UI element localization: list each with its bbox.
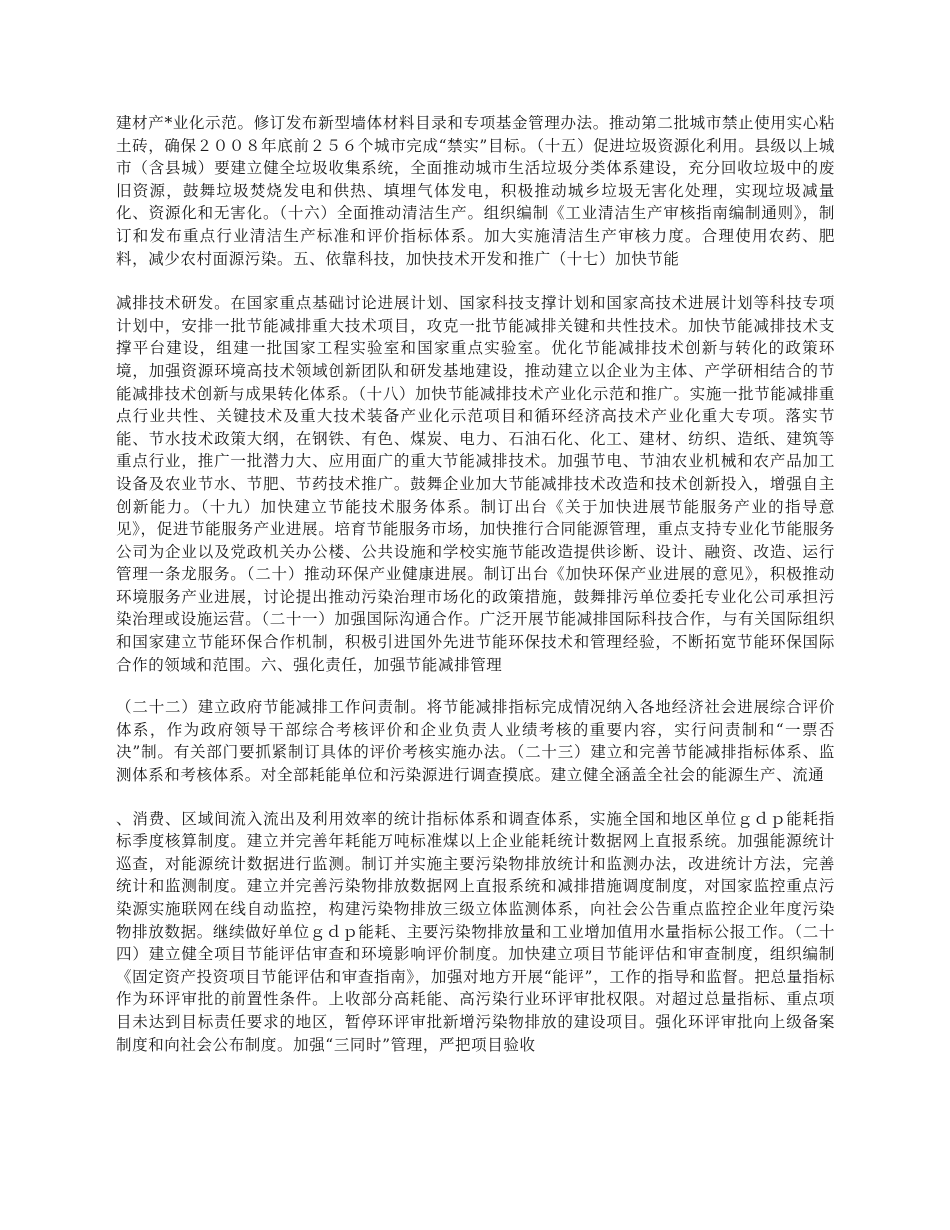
paragraph-2: 减排技术研发。在国家重点基础讨论进展计划、国家科技支撑计划和国家高技术进展计划等科技专项计划中，安排一批节能减排重大技术项目，攻克一批节能减排关键和共性技术。加快节能减排技术支撑平台建设，组建一批国家工程实验室和国家重点实验室。优化节能减排技术创新与转化的政策环境，加强资源环境高技术领域创新团队和研发基地建设，推动建立以企业为主体、产学研相结合的节能减排技术创新与成果转化体系。（十八）加快节能减排技术产业化示范和推广。实施一批节能减排重点行业共性、关键技术及重大技术装备产业化示范项目和循环经济高技术产业化重大专项。落实节能、节水技术政策大纲，在钢铁、有色、煤炭、电力、石油石化、化工、建材、纺织、造纸、建筑等重点行业，推广一批潜力大、应用面广的重大节能减排技术。加强节电、节油农业机械和农产品加工设备及农业节水、节肥、节药技术推广。鼓舞企业加大节能减排技术改造和技术创新投入，增强自主创新能力。（十九）加快建立节能技术服务体系。制订出台《关于加快进展节能服务产业的指导意见》，促进节能服务产业进展。培育节能服务市场，加快推行合同能源管理，重点支持专业化节能服务公司为企业以及党政机关办公楼、公共设施和学校实施节能改造提供诊断、设计、融资、改造、运行管理一条龙服务。（二十）推动环保产业健康进展。制订出台《加快环保产业进展的意见》，积极推动环境服务产业进展，讨论提出推动污染治理市场化的政策措施，鼓舞排污单位委托专业化公司承担污染治理或设施运营。（二十一）加强国际沟通合作。广泛开展节能减排国际科技合作，与有关国际组织和国家建立节能环保合作机制，积极引进国外先进节能环保技术和管理经验，不断拓宽节能环保国际合作的领域和范围。六、强化责任，加强节能减排管理 xyxy=(116,294,835,674)
paragraph-3: （二十二）建立政府节能减排工作问责制。将节能减排指标完成情况纳入各地经济社会进展综合评价体系，作为政府领导干部综合考核评价和企业负责人业绩考核的重要内容，实行问责制和“一票否决”制。有关部门要抓紧制订具体的评价考核实施办法。（二十三）建立和完善节能减排指标体系、监测体系和考核体系。对全部耗能单位和污染源进行调查摸底。建立健全涵盖全社会的能源生产、流通 xyxy=(116,698,835,785)
paragraph-1: 建材产*业化示范。修订发布新型墙体材料目录和专项基金管理办法。推动第二批城市禁止使用实心粘土砖，确保２００８年底前２５６个城市完成“禁实”目标。（十五）促进垃圾资源化利用。县级以上城市（含县城）要建立健全垃圾收集系统，全面推动城市生活垃圾分类体系建设，充分回收垃圾中的废旧资源，鼓舞垃圾焚烧发电和供热、填埋气体发电，积极推动城乡垃圾无害化处理，实现垃圾减量化、资源化和无害化。（十六）全面推动清洁生产。组织编制《工业清洁生产审核指南编制通则》，制订和发布重点行业清洁生产标准和评价指标体系。加大实施清洁生产审核力度。合理使用农药、肥料，减少农村面源污染。五、依靠科技，加快技术开发和推广（十七）加快节能 xyxy=(116,114,835,268)
paragraph-4: 、消费、区域间流入流出及利用效率的统计指标体系和调查体系，实施全国和地区单位ｇｄｐ能耗指标季度核算制度。建立并完善年耗能万吨标准煤以上企业能耗统计数据网上直报系统。加强能源统计巡查，对能源统计数据进行监测。制订并实施主要污染物排放统计和监测办法，改进统计方法，完善统计和监测制度。建立并完善污染物排放数据网上直报系统和减排措施调度制度，对国家监控重点污染源实施联网在线自动监控，构建污染物排放三级立体监测体系，向社会公告重点监控企业年度污染物排放数据。继续做好单位ｇｄｐ能耗、主要污染物排放量和工业增加值用水量指标公报工作。（二十四）建立健全项目节能评估审查和环境影响评价制度。加快建立项目节能评估和审查制度，组织编制《固定资产投资项目节能评估和审查指南》，加强对地方开展“能评”，工作的指导和监督。把总量指标作为环评审批的前置性条件。上收部分高耗能、高污染行业环评审批权限。对超过总量指标、重点项目未达到目标责任要求的地区，暂停环评审批新增污染物排放的建设项目。强化环评审批向上级备案制度和向社会公布制度。加强“三同时”管理，严把项目验收 xyxy=(116,809,835,1054)
document-page xyxy=(116,112,835,1056)
